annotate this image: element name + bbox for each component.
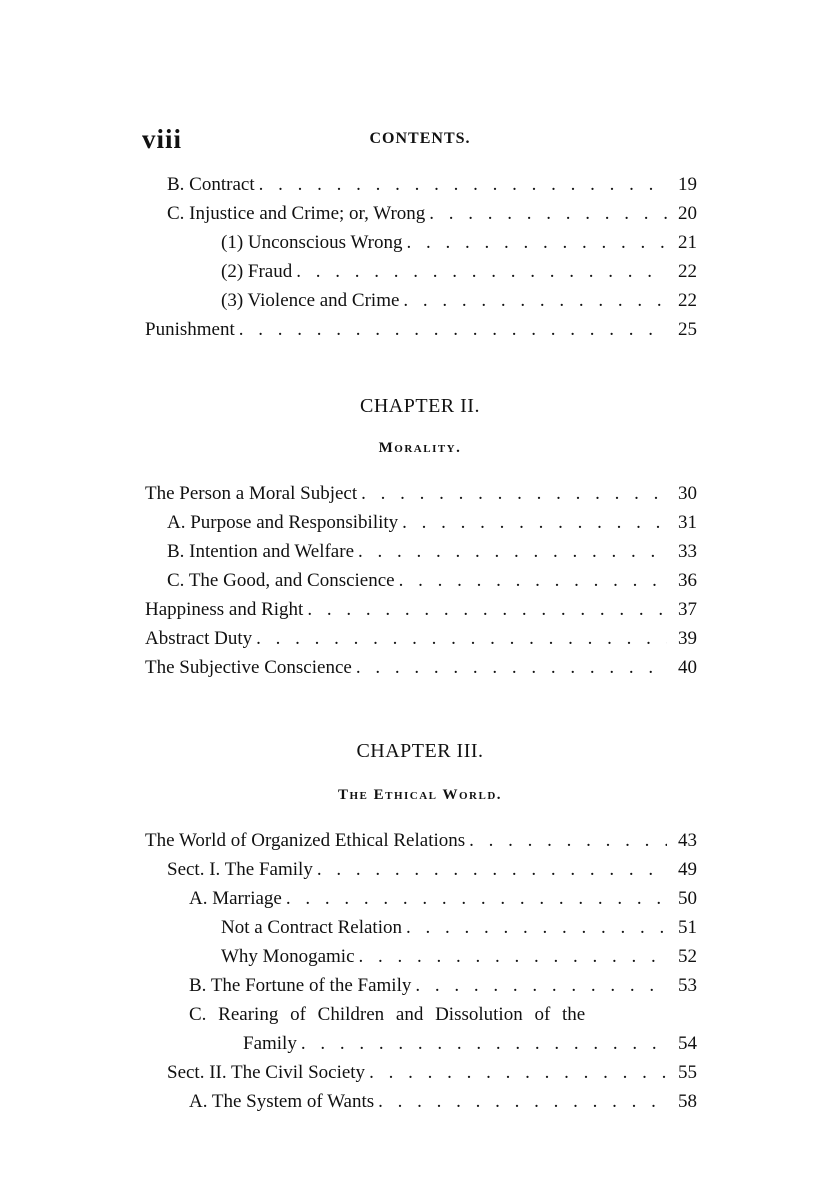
dot-leader — [369, 1058, 667, 1087]
dot-leader — [259, 170, 667, 199]
toc-entry-text: Sect. II. The Civil Society — [167, 1062, 366, 1083]
toc-entry[interactable] — [145, 170, 697, 199]
toc-entry[interactable] — [145, 508, 697, 537]
chapter-3-heading: CHAPTER III. — [356, 740, 484, 762]
toc-entry-text: B. Contract — [167, 174, 255, 195]
toc-entry[interactable] — [145, 624, 697, 653]
toc-page-ref: 33 — [678, 541, 697, 562]
dot-leader — [378, 1087, 667, 1116]
toc-entry-text: Punishment — [145, 319, 235, 340]
toc-entry-text: B. Intention and Welfare — [167, 541, 355, 562]
dot-leader — [402, 508, 667, 537]
toc-entry[interactable] — [145, 913, 697, 942]
toc-entry[interactable] — [145, 1029, 697, 1058]
toc-entry-text: Why Monogamic — [221, 946, 355, 967]
running-title: CONTENTS. — [369, 130, 471, 147]
chapter-3-subtitle: The Ethical World. — [337, 787, 503, 803]
toc-page-ref: 52 — [678, 946, 697, 967]
toc-entry-text: B. The Fortune of the Family — [189, 975, 412, 996]
toc-entry-text: A. Marriage — [189, 888, 282, 909]
toc-entry[interactable] — [145, 971, 697, 1000]
dot-leader — [361, 479, 667, 508]
toc-entry-text: (2) Fraud — [221, 261, 293, 282]
toc-entry[interactable] — [145, 855, 697, 884]
toc-page-ref: 43 — [678, 830, 697, 851]
toc-page-ref: 55 — [678, 1062, 697, 1083]
page-number: viii — [142, 124, 183, 154]
dot-leader — [399, 566, 667, 595]
toc-page-ref: 20 — [678, 203, 697, 224]
dot-leader — [429, 199, 667, 228]
toc-entry-text: Happiness and Right — [145, 599, 304, 620]
toc-entry[interactable] — [145, 1087, 697, 1116]
toc-page-ref: 54 — [678, 1033, 697, 1054]
toc-entry[interactable] — [145, 479, 697, 508]
toc-entry-text: C. The Good, and Conscience — [167, 570, 395, 591]
toc-entry[interactable] — [145, 1000, 697, 1029]
toc-entry-text: (1) Unconscious Wrong — [221, 232, 403, 253]
dot-leader — [239, 315, 667, 344]
chapter-2-heading: CHAPTER II. — [360, 395, 480, 417]
toc-entry-text: The Person a Moral Subject — [145, 483, 358, 504]
toc-page-ref: 19 — [678, 174, 697, 195]
toc-page-ref: 22 — [678, 261, 697, 282]
dot-leader — [403, 286, 667, 315]
toc-page-ref: 51 — [678, 917, 697, 938]
dot-leader — [301, 1029, 667, 1058]
dot-leader — [358, 537, 667, 566]
toc-page-ref: 31 — [678, 512, 697, 533]
toc-entry[interactable] — [145, 595, 697, 624]
chapter-2-subtitle: Morality. — [378, 440, 462, 456]
toc-entry[interactable] — [145, 199, 697, 228]
dot-leader — [296, 257, 667, 286]
dot-leader — [286, 884, 667, 913]
toc-page-ref: 37 — [678, 599, 697, 620]
dot-leader — [356, 653, 667, 682]
dot-leader — [415, 971, 667, 1000]
toc-chapter-2 — [145, 479, 697, 682]
toc-entry[interactable] — [145, 1058, 697, 1087]
toc-page-ref: 30 — [678, 483, 697, 504]
toc-entry-text: C. Rearing of Children and Dissolution of the — [189, 1004, 586, 1025]
toc-entry[interactable] — [145, 566, 697, 595]
toc-entry[interactable] — [145, 826, 697, 855]
dot-leader — [317, 855, 667, 884]
dot-leader — [406, 913, 667, 942]
toc-entry-text: The Subjective Conscience — [145, 657, 352, 678]
toc-entry[interactable] — [145, 884, 697, 913]
toc-entry-text: Abstract Duty — [145, 628, 253, 649]
toc-entry-text: Not a Contract Relation — [221, 917, 402, 938]
dot-leader — [406, 228, 667, 257]
toc-entry-text: Sect. I. The Family — [167, 859, 313, 880]
toc-entry-text: A. Purpose and Responsibility — [167, 512, 399, 533]
toc-page-ref: 25 — [678, 319, 697, 340]
toc-entry[interactable] — [145, 942, 697, 971]
toc-page-ref: 22 — [678, 290, 697, 311]
toc-page-ref: 36 — [678, 570, 697, 591]
toc-entry-text: (3) Violence and Crime — [221, 290, 400, 311]
toc-entry-text: Family — [243, 1033, 297, 1054]
toc-page-ref: 53 — [678, 975, 697, 996]
toc-page-ref: 49 — [678, 859, 697, 880]
toc-section-continued — [145, 170, 697, 344]
toc-page-ref: 21 — [678, 232, 697, 253]
dot-leader — [469, 826, 667, 855]
toc-entry-text: C. Injustice and Crime; or, Wrong — [167, 203, 426, 224]
toc-chapter-3 — [145, 826, 697, 1116]
toc-page-ref: 50 — [678, 888, 697, 909]
dot-leader — [256, 624, 667, 653]
toc-entry[interactable] — [145, 537, 697, 566]
toc-entry[interactable] — [145, 286, 697, 315]
toc-entry-text: A. The System of Wants — [189, 1091, 375, 1112]
toc-entry[interactable] — [145, 315, 697, 344]
toc-page-ref: 39 — [678, 628, 697, 649]
dot-leader — [307, 595, 667, 624]
toc-entry[interactable] — [145, 257, 697, 286]
toc-entry[interactable] — [145, 228, 697, 257]
toc-entry-text: The World of Organized Ethical Relations — [145, 830, 466, 851]
dot-leader — [359, 942, 667, 971]
toc-page-ref: 40 — [678, 657, 697, 678]
toc-entry[interactable] — [145, 653, 697, 682]
toc-page-ref: 58 — [678, 1091, 697, 1112]
